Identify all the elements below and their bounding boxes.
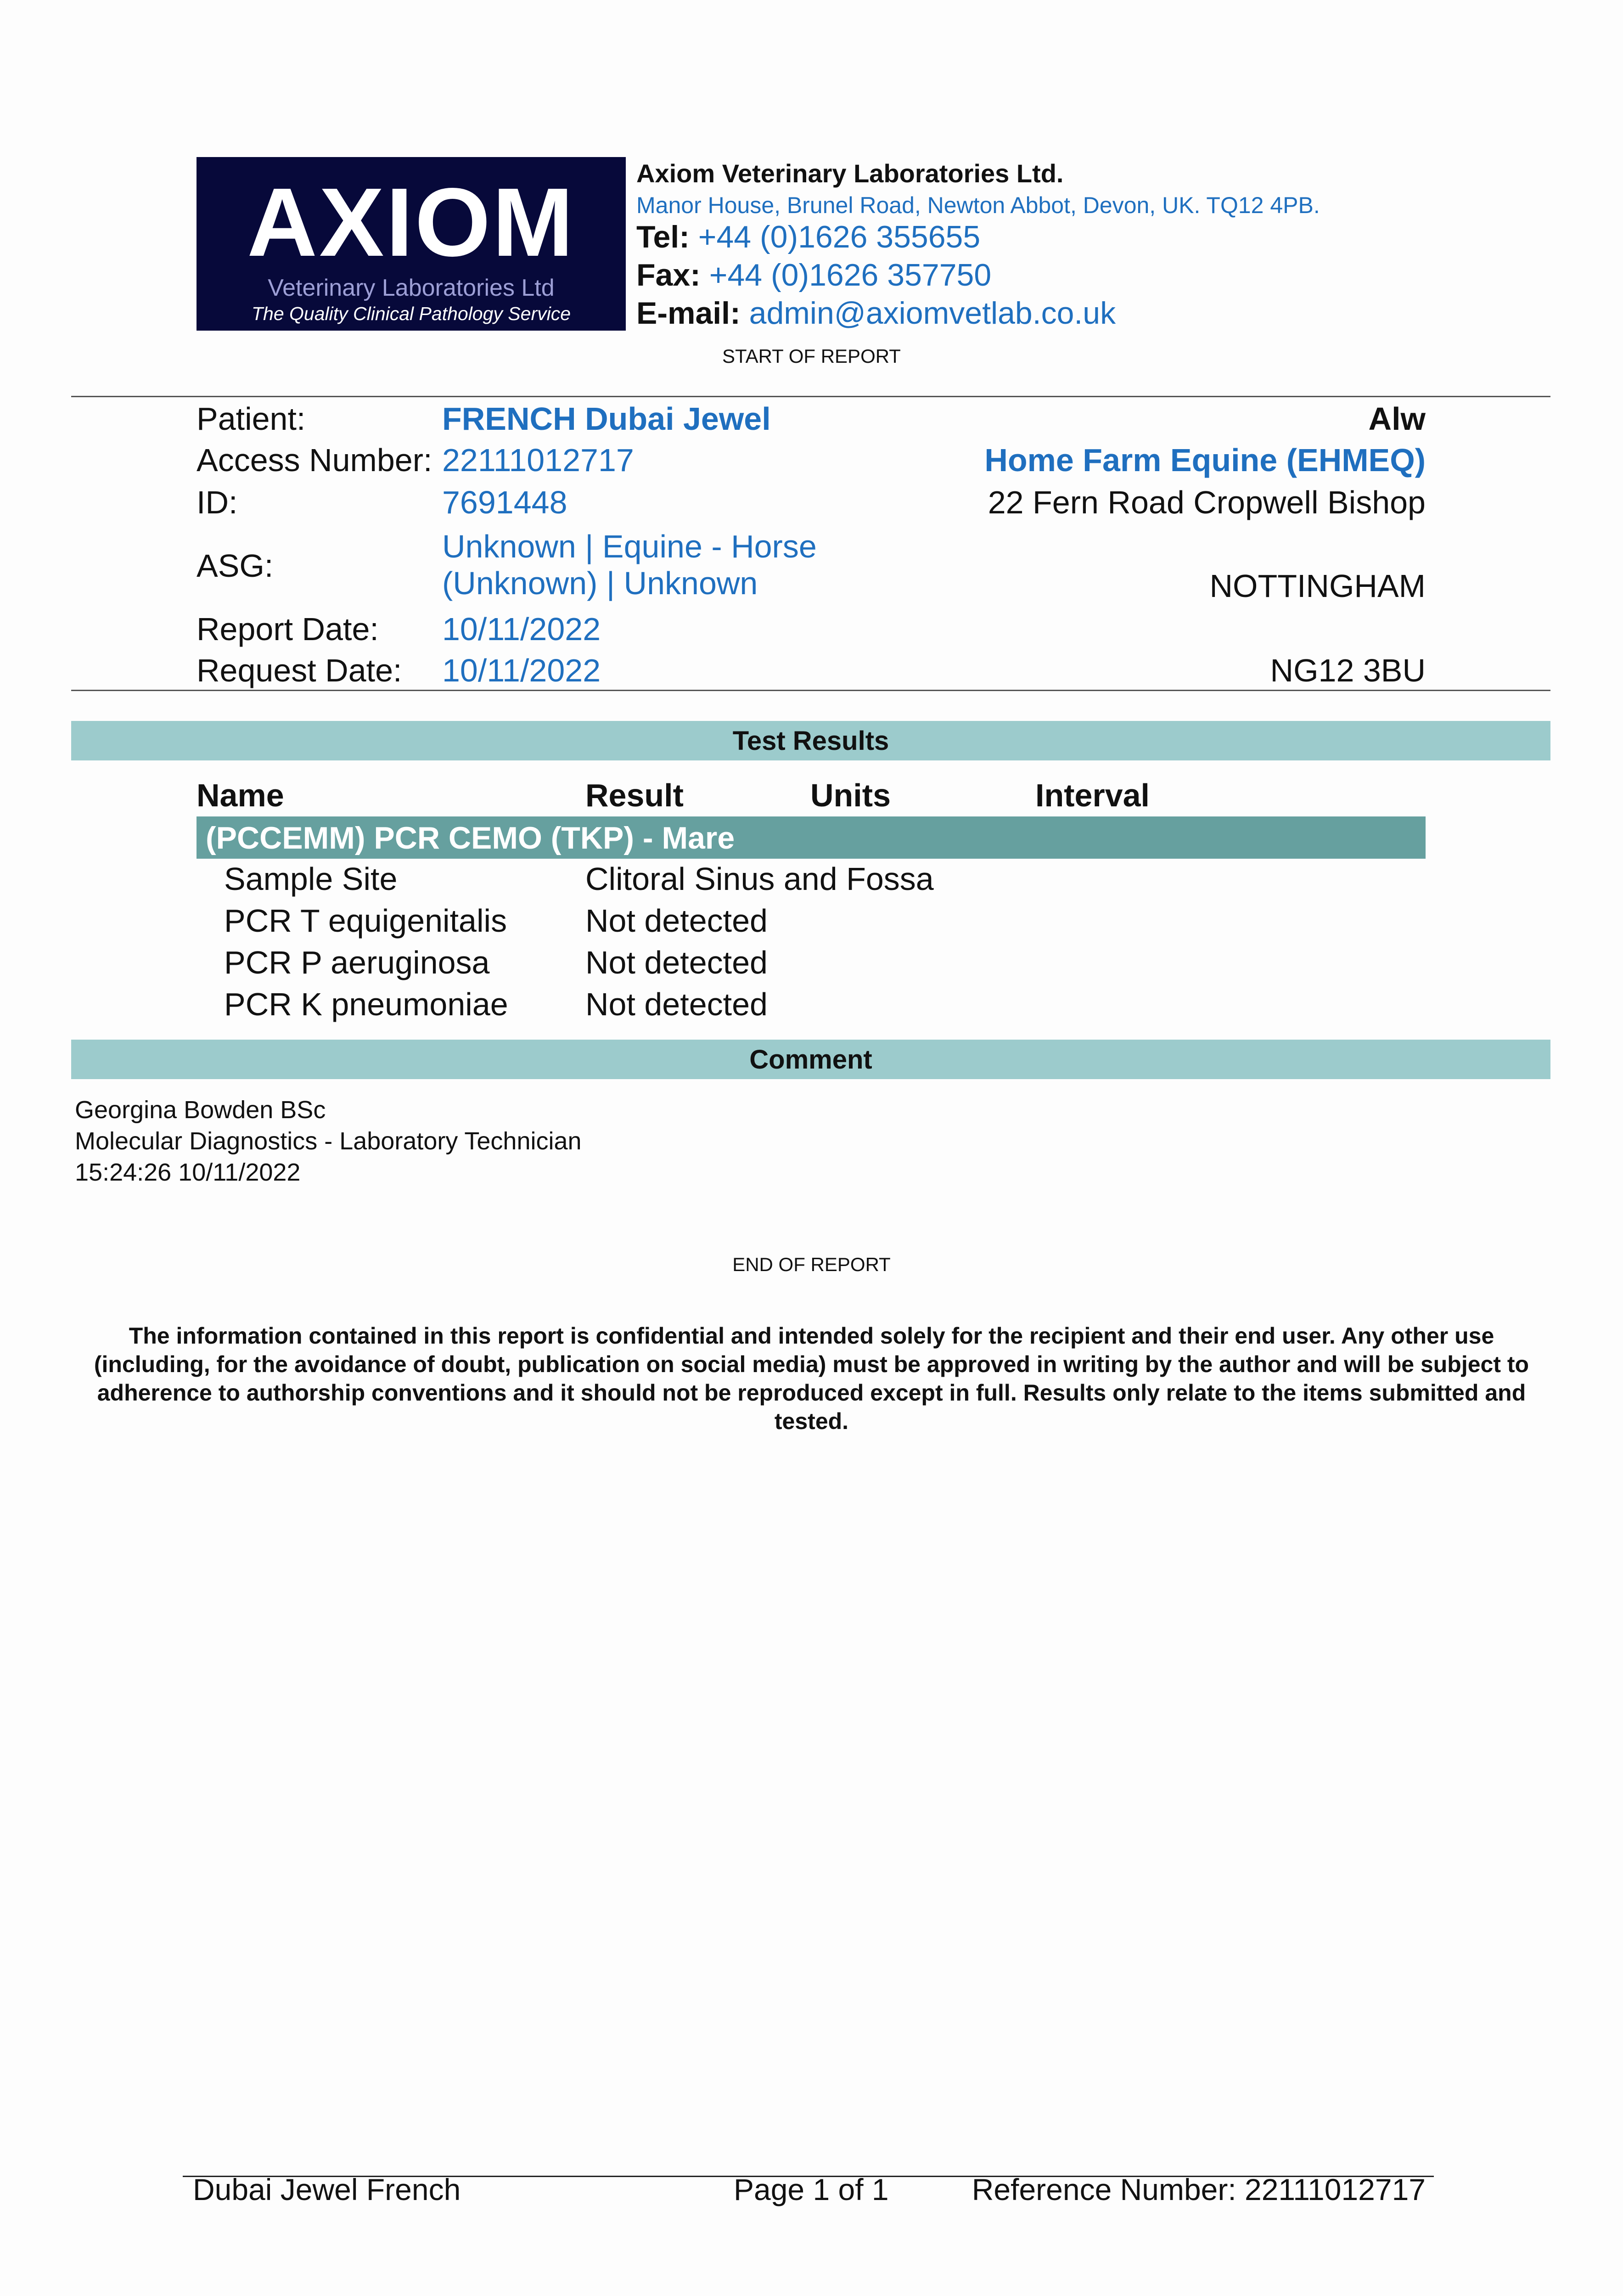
lab-address: Manor House, Brunel Road, Newton Abbot, Devon, UK. TQ12 4PB. — [636, 192, 1320, 218]
result-name: PCR P aeruginosa — [224, 945, 490, 980]
client-postcode: NG12 3BU — [1270, 653, 1426, 688]
result-value: Not detected — [585, 903, 768, 939]
request-date-label: Request Date: — [197, 653, 402, 688]
client-street: 22 Fern Road Cropwell Bishop — [988, 484, 1426, 520]
id-label: ID: — [197, 484, 238, 520]
test-results-header: Test Results — [71, 721, 1550, 760]
asg-line1: Unknown | Equine - Horse — [442, 529, 817, 564]
tel-number[interactable]: +44 (0)1626 355655 — [698, 219, 981, 254]
column-units: Units — [810, 777, 891, 813]
report-date-label: Report Date: — [197, 611, 379, 647]
footer-reference-number: Reference Number: 22111012717 — [972, 2172, 1426, 2206]
column-interval: Interval — [1035, 777, 1150, 813]
request-date: 10/11/2022 — [442, 653, 601, 688]
start-of-report: START OF REPORT — [722, 345, 901, 367]
practice-name: Home Farm Equine (EHMEQ) — [984, 442, 1426, 478]
access-number: 22111012717 — [442, 442, 634, 478]
asg-line2: (Unknown) | Unknown — [442, 565, 758, 601]
logo-subtitle: Veterinary Laboratories Ltd — [268, 275, 555, 301]
access-label: Access Number: — [197, 442, 432, 478]
lab-fax — [636, 257, 991, 293]
footer-page-number: Page 1 of 1 — [734, 2172, 889, 2206]
email-link[interactable]: admin@axiomvetlab.co.uk — [749, 296, 1116, 331]
report-date: 10/11/2022 — [442, 611, 601, 647]
logo-tagline: The Quality Clinical Pathology Service — [251, 303, 571, 324]
result-name: PCR T equigenitalis — [224, 903, 507, 939]
result-name: PCR K pneumoniae — [224, 986, 508, 1022]
lab-name: Axiom Veterinary Laboratories Ltd. — [636, 159, 1064, 188]
client-town: NOTTINGHAM — [1209, 568, 1426, 604]
result-value: Clitoral Sinus and Fossa — [585, 861, 934, 897]
logo-title: AXIOM — [247, 168, 575, 276]
confidentiality-disclaimer: The information contained in this report is confidential and intended solely for the recipient and their end user. Any other use (including, for the avoidance of doubt, publication on social media) must be approved in writing by the author and will be subject to adherence to authorship conventions and it should not be reproduced except in full. Results only relate to the items submitted and tested. — [94, 1323, 1529, 1434]
patient-label: Patient: — [197, 401, 306, 437]
result-value: Not detected — [585, 945, 768, 980]
signed-timestamp: 15:24:26 10/11/2022 — [75, 1159, 301, 1186]
divider-top — [71, 396, 1550, 397]
lab-tel — [636, 219, 980, 255]
asg-label: ASG: — [197, 548, 274, 584]
fax-label: Fax: — [636, 258, 701, 293]
end-of-report: END OF REPORT — [732, 1254, 891, 1275]
column-name: Name — [197, 777, 284, 813]
email-label: E-mail: — [636, 296, 741, 331]
footer-patient-name: Dubai Jewel French — [193, 2172, 461, 2206]
client-code: Alw — [1368, 401, 1426, 437]
fax-number: +44 (0)1626 357750 — [709, 258, 992, 293]
lab-email — [636, 295, 1116, 331]
result-value: Not detected — [585, 986, 768, 1022]
result-name: Sample Site — [224, 861, 398, 897]
signer-name: Georgina Bowden BSc — [75, 1096, 326, 1124]
patient-name: FRENCH Dubai Jewel — [442, 401, 771, 437]
id-value: 7691448 — [442, 484, 567, 520]
tel-label: Tel: — [636, 219, 690, 254]
signer-role: Molecular Diagnostics - Laboratory Technician — [75, 1127, 582, 1155]
column-result: Result — [585, 777, 684, 813]
comment-header: Comment — [71, 1040, 1550, 1079]
axiom-logo — [197, 157, 626, 331]
divider-bottom — [71, 690, 1550, 691]
test-panel-title: (PCCEMM) PCR CEMO (TKP) - Mare — [197, 816, 1426, 859]
